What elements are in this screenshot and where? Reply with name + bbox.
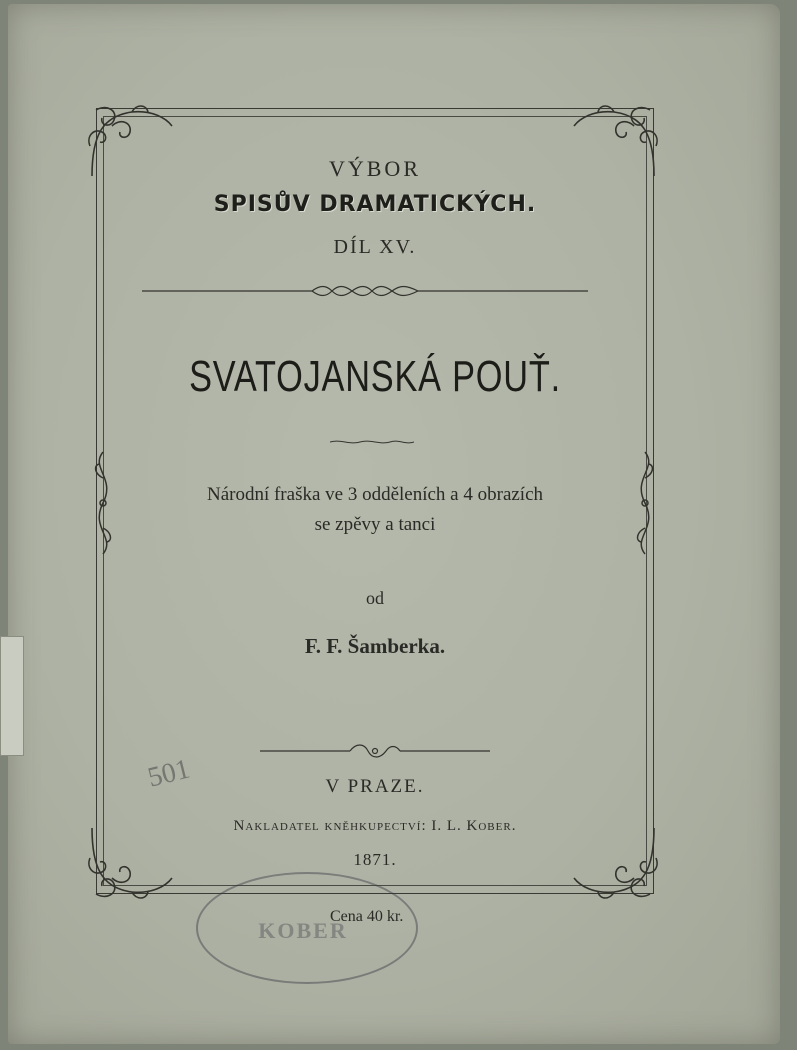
divider-short-icon xyxy=(330,438,414,446)
subtitle-line-2: se zpěvy a tanci xyxy=(314,514,436,535)
volume-number: DÍL XV. xyxy=(333,236,417,258)
series-title: VÝBOR xyxy=(328,156,421,181)
book-subtitle xyxy=(100,480,650,540)
stamp-text: KOBER xyxy=(258,918,348,943)
by-label: od xyxy=(366,588,384,608)
author-name: F. F. Šamberka. xyxy=(304,634,446,658)
publication-place: V PRAZE. xyxy=(325,776,425,797)
publisher: Nakladatel kněhkupectví: I. L. Kober. xyxy=(233,818,517,834)
series-subtitle: SPISŮV DRAMATICKÝCH. xyxy=(213,192,537,217)
spine-label xyxy=(0,636,24,756)
price-label: Cena 40 kr. xyxy=(330,908,404,925)
pencil-mark: 501 xyxy=(144,753,194,794)
subtitle-line-1: Národní fraška ve 3 odděleních a 4 obrazích xyxy=(206,484,544,505)
divider-rule-bottom-icon xyxy=(260,744,490,758)
publication-year: 1871. xyxy=(353,850,397,869)
divider-rule-top-icon xyxy=(142,284,588,298)
book-title: SVATOJANSKÁ POUŤ. xyxy=(189,352,561,401)
